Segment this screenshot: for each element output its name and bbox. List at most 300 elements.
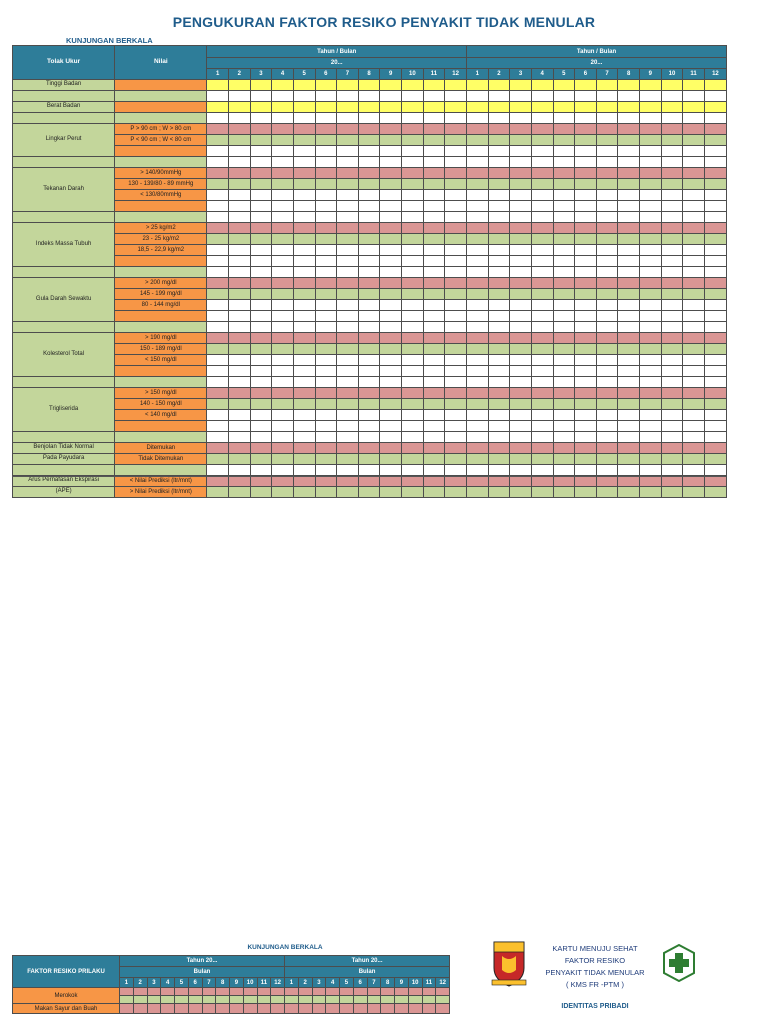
entry-cell[interactable]	[618, 333, 640, 344]
entry-cell[interactable]	[358, 333, 380, 344]
entry-cell[interactable]	[358, 179, 380, 190]
entry-cell[interactable]	[272, 300, 294, 311]
entry-cell[interactable]	[293, 157, 315, 168]
entry-cell[interactable]	[272, 366, 294, 377]
entry-cell[interactable]	[250, 465, 272, 476]
entry-cell[interactable]	[704, 388, 726, 399]
entry-cell[interactable]	[207, 179, 229, 190]
entry-cell[interactable]	[202, 988, 216, 996]
entry-cell[interactable]	[618, 344, 640, 355]
entry-cell[interactable]	[358, 124, 380, 135]
entry-cell[interactable]	[661, 168, 683, 179]
entry-cell[interactable]	[445, 377, 467, 388]
entry-cell[interactable]	[618, 190, 640, 201]
entry-cell[interactable]	[661, 300, 683, 311]
entry-cell[interactable]	[293, 366, 315, 377]
entry-cell[interactable]	[467, 234, 489, 245]
entry-cell[interactable]	[312, 1004, 326, 1014]
entry-cell[interactable]	[380, 300, 402, 311]
entry-cell[interactable]	[661, 91, 683, 102]
entry-cell[interactable]	[293, 377, 315, 388]
entry-cell[interactable]	[285, 1004, 299, 1014]
entry-cell[interactable]	[618, 399, 640, 410]
entry-cell[interactable]	[315, 388, 337, 399]
entry-cell[interactable]	[683, 190, 705, 201]
entry-cell[interactable]	[661, 212, 683, 223]
entry-cell[interactable]	[661, 443, 683, 454]
entry-cell[interactable]	[553, 410, 575, 421]
entry-cell[interactable]	[175, 996, 189, 1004]
entry-cell[interactable]	[467, 245, 489, 256]
entry-cell[interactable]	[531, 322, 553, 333]
entry-cell[interactable]	[230, 988, 244, 996]
entry-cell[interactable]	[293, 465, 315, 476]
entry-cell[interactable]	[683, 223, 705, 234]
entry-cell[interactable]	[683, 102, 705, 113]
entry-cell[interactable]	[640, 476, 662, 487]
entry-cell[interactable]	[640, 344, 662, 355]
entry-cell[interactable]	[271, 996, 285, 1004]
entry-cell[interactable]	[250, 256, 272, 267]
entry-cell[interactable]	[358, 113, 380, 124]
entry-cell[interactable]	[207, 377, 229, 388]
entry-cell[interactable]	[257, 996, 271, 1004]
entry-cell[interactable]	[683, 157, 705, 168]
entry-cell[interactable]	[445, 179, 467, 190]
entry-cell[interactable]	[402, 487, 424, 498]
entry-cell[interactable]	[402, 179, 424, 190]
entry-cell[interactable]	[704, 322, 726, 333]
entry-cell[interactable]	[367, 996, 381, 1004]
entry-cell[interactable]	[640, 135, 662, 146]
entry-cell[interactable]	[315, 267, 337, 278]
entry-cell[interactable]	[531, 201, 553, 212]
entry-cell[interactable]	[423, 223, 445, 234]
entry-cell[interactable]	[337, 113, 359, 124]
entry-cell[interactable]	[488, 410, 510, 421]
entry-cell[interactable]	[402, 212, 424, 223]
entry-cell[interactable]	[445, 223, 467, 234]
entry-cell[interactable]	[250, 267, 272, 278]
entry-cell[interactable]	[618, 80, 640, 91]
entry-cell[interactable]	[272, 113, 294, 124]
entry-cell[interactable]	[510, 454, 532, 465]
entry-cell[interactable]	[380, 212, 402, 223]
entry-cell[interactable]	[380, 311, 402, 322]
entry-cell[interactable]	[272, 432, 294, 443]
entry-cell[interactable]	[422, 988, 436, 996]
entry-cell[interactable]	[531, 190, 553, 201]
entry-cell[interactable]	[445, 102, 467, 113]
entry-cell[interactable]	[683, 454, 705, 465]
entry-cell[interactable]	[423, 344, 445, 355]
entry-cell[interactable]	[272, 311, 294, 322]
entry-cell[interactable]	[293, 223, 315, 234]
entry-cell[interactable]	[272, 289, 294, 300]
entry-cell[interactable]	[553, 212, 575, 223]
entry-cell[interactable]	[207, 454, 229, 465]
entry-cell[interactable]	[315, 454, 337, 465]
entry-cell[interactable]	[488, 476, 510, 487]
entry-cell[interactable]	[467, 399, 489, 410]
entry-cell[interactable]	[531, 146, 553, 157]
entry-cell[interactable]	[596, 124, 618, 135]
entry-cell[interactable]	[423, 267, 445, 278]
entry-cell[interactable]	[640, 124, 662, 135]
entry-cell[interactable]	[337, 355, 359, 366]
entry-cell[interactable]	[531, 80, 553, 91]
entry-cell[interactable]	[250, 179, 272, 190]
entry-cell[interactable]	[640, 201, 662, 212]
entry-cell[interactable]	[640, 113, 662, 124]
entry-cell[interactable]	[207, 212, 229, 223]
entry-cell[interactable]	[618, 168, 640, 179]
entry-cell[interactable]	[467, 124, 489, 135]
entry-cell[interactable]	[423, 366, 445, 377]
entry-cell[interactable]	[402, 399, 424, 410]
entry-cell[interactable]	[596, 256, 618, 267]
entry-cell[interactable]	[402, 333, 424, 344]
entry-cell[interactable]	[423, 443, 445, 454]
entry-cell[interactable]	[596, 399, 618, 410]
entry-cell[interactable]	[661, 355, 683, 366]
entry-cell[interactable]	[337, 80, 359, 91]
entry-cell[interactable]	[531, 289, 553, 300]
entry-cell[interactable]	[380, 388, 402, 399]
entry-cell[interactable]	[704, 289, 726, 300]
entry-cell[interactable]	[315, 168, 337, 179]
entry-cell[interactable]	[423, 289, 445, 300]
entry-cell[interactable]	[337, 421, 359, 432]
entry-cell[interactable]	[596, 80, 618, 91]
entry-cell[interactable]	[293, 344, 315, 355]
entry-cell[interactable]	[207, 443, 229, 454]
entry-cell[interactable]	[250, 344, 272, 355]
entry-cell[interactable]	[402, 124, 424, 135]
entry-cell[interactable]	[229, 157, 251, 168]
entry-cell[interactable]	[337, 487, 359, 498]
entry-cell[interactable]	[207, 311, 229, 322]
entry-cell[interactable]	[272, 388, 294, 399]
entry-cell[interactable]	[661, 322, 683, 333]
entry-cell[interactable]	[243, 1004, 257, 1014]
entry-cell[interactable]	[402, 388, 424, 399]
entry-cell[interactable]	[531, 410, 553, 421]
entry-cell[interactable]	[358, 476, 380, 487]
entry-cell[interactable]	[553, 146, 575, 157]
entry-cell[interactable]	[510, 212, 532, 223]
entry-cell[interactable]	[380, 410, 402, 421]
entry-cell[interactable]	[207, 146, 229, 157]
entry-cell[interactable]	[575, 201, 597, 212]
entry-cell[interactable]	[293, 267, 315, 278]
entry-cell[interactable]	[467, 179, 489, 190]
entry-cell[interactable]	[531, 157, 553, 168]
entry-cell[interactable]	[467, 80, 489, 91]
entry-cell[interactable]	[423, 399, 445, 410]
entry-cell[interactable]	[272, 234, 294, 245]
entry-cell[interactable]	[488, 267, 510, 278]
entry-cell[interactable]	[618, 256, 640, 267]
entry-cell[interactable]	[510, 168, 532, 179]
entry-cell[interactable]	[704, 201, 726, 212]
entry-cell[interactable]	[293, 355, 315, 366]
entry-cell[interactable]	[402, 355, 424, 366]
entry-cell[interactable]	[704, 80, 726, 91]
entry-cell[interactable]	[640, 256, 662, 267]
entry-cell[interactable]	[704, 234, 726, 245]
entry-cell[interactable]	[575, 212, 597, 223]
entry-cell[interactable]	[467, 377, 489, 388]
entry-cell[interactable]	[293, 113, 315, 124]
entry-cell[interactable]	[337, 212, 359, 223]
entry-cell[interactable]	[661, 289, 683, 300]
entry-cell[interactable]	[575, 377, 597, 388]
entry-cell[interactable]	[640, 377, 662, 388]
entry-cell[interactable]	[272, 476, 294, 487]
entry-cell[interactable]	[618, 410, 640, 421]
entry-cell[interactable]	[553, 487, 575, 498]
entry-cell[interactable]	[358, 245, 380, 256]
entry-cell[interactable]	[423, 300, 445, 311]
entry-cell[interactable]	[704, 113, 726, 124]
entry-cell[interactable]	[120, 1004, 134, 1014]
entry-cell[interactable]	[257, 1004, 271, 1014]
entry-cell[interactable]	[661, 399, 683, 410]
entry-cell[interactable]	[445, 234, 467, 245]
entry-cell[interactable]	[408, 1004, 422, 1014]
entry-cell[interactable]	[618, 234, 640, 245]
entry-cell[interactable]	[640, 80, 662, 91]
entry-cell[interactable]	[661, 245, 683, 256]
entry-cell[interactable]	[250, 168, 272, 179]
entry-cell[interactable]	[467, 146, 489, 157]
entry-cell[interactable]	[337, 256, 359, 267]
entry-cell[interactable]	[207, 465, 229, 476]
entry-cell[interactable]	[553, 432, 575, 443]
entry-cell[interactable]	[272, 245, 294, 256]
entry-cell[interactable]	[467, 366, 489, 377]
entry-cell[interactable]	[467, 102, 489, 113]
entry-cell[interactable]	[337, 146, 359, 157]
entry-cell[interactable]	[467, 91, 489, 102]
entry-cell[interactable]	[553, 91, 575, 102]
entry-cell[interactable]	[661, 80, 683, 91]
entry-cell[interactable]	[510, 91, 532, 102]
entry-cell[interactable]	[575, 399, 597, 410]
entry-cell[interactable]	[358, 91, 380, 102]
entry-cell[interactable]	[207, 91, 229, 102]
entry-cell[interactable]	[229, 487, 251, 498]
entry-cell[interactable]	[250, 223, 272, 234]
entry-cell[interactable]	[402, 190, 424, 201]
entry-cell[interactable]	[445, 465, 467, 476]
entry-cell[interactable]	[553, 300, 575, 311]
entry-cell[interactable]	[704, 421, 726, 432]
entry-cell[interactable]	[229, 190, 251, 201]
entry-cell[interactable]	[488, 278, 510, 289]
entry-cell[interactable]	[423, 124, 445, 135]
entry-cell[interactable]	[229, 267, 251, 278]
entry-cell[interactable]	[510, 289, 532, 300]
entry-cell[interactable]	[207, 476, 229, 487]
entry-cell[interactable]	[683, 399, 705, 410]
entry-cell[interactable]	[229, 322, 251, 333]
entry-cell[interactable]	[207, 421, 229, 432]
entry-cell[interactable]	[488, 289, 510, 300]
entry-cell[interactable]	[402, 245, 424, 256]
entry-cell[interactable]	[661, 421, 683, 432]
entry-cell[interactable]	[298, 988, 312, 996]
entry-cell[interactable]	[229, 135, 251, 146]
entry-cell[interactable]	[575, 80, 597, 91]
entry-cell[interactable]	[661, 267, 683, 278]
entry-cell[interactable]	[402, 410, 424, 421]
entry-cell[interactable]	[315, 410, 337, 421]
entry-cell[interactable]	[531, 267, 553, 278]
entry-cell[interactable]	[553, 454, 575, 465]
entry-cell[interactable]	[510, 333, 532, 344]
entry-cell[interactable]	[467, 443, 489, 454]
entry-cell[interactable]	[337, 300, 359, 311]
entry-cell[interactable]	[445, 300, 467, 311]
entry-cell[interactable]	[531, 212, 553, 223]
entry-cell[interactable]	[531, 388, 553, 399]
entry-cell[interactable]	[596, 344, 618, 355]
entry-cell[interactable]	[445, 399, 467, 410]
entry-cell[interactable]	[531, 223, 553, 234]
entry-cell[interactable]	[445, 201, 467, 212]
entry-cell[interactable]	[229, 201, 251, 212]
entry-cell[interactable]	[285, 996, 299, 1004]
entry-cell[interactable]	[272, 421, 294, 432]
entry-cell[interactable]	[683, 91, 705, 102]
entry-cell[interactable]	[202, 1004, 216, 1014]
entry-cell[interactable]	[229, 355, 251, 366]
entry-cell[interactable]	[683, 146, 705, 157]
entry-cell[interactable]	[704, 366, 726, 377]
entry-cell[interactable]	[640, 443, 662, 454]
entry-cell[interactable]	[575, 168, 597, 179]
entry-cell[interactable]	[402, 300, 424, 311]
entry-cell[interactable]	[488, 102, 510, 113]
entry-cell[interactable]	[661, 344, 683, 355]
entry-cell[interactable]	[380, 278, 402, 289]
entry-cell[interactable]	[250, 124, 272, 135]
entry-cell[interactable]	[358, 168, 380, 179]
entry-cell[interactable]	[207, 102, 229, 113]
entry-cell[interactable]	[315, 146, 337, 157]
entry-cell[interactable]	[250, 355, 272, 366]
entry-cell[interactable]	[380, 465, 402, 476]
entry-cell[interactable]	[402, 91, 424, 102]
entry-cell[interactable]	[618, 487, 640, 498]
entry-cell[interactable]	[257, 988, 271, 996]
entry-cell[interactable]	[683, 443, 705, 454]
entry-cell[interactable]	[553, 80, 575, 91]
entry-cell[interactable]	[207, 410, 229, 421]
entry-cell[interactable]	[337, 322, 359, 333]
entry-cell[interactable]	[272, 399, 294, 410]
entry-cell[interactable]	[575, 146, 597, 157]
entry-cell[interactable]	[596, 157, 618, 168]
entry-cell[interactable]	[175, 1004, 189, 1014]
entry-cell[interactable]	[510, 487, 532, 498]
entry-cell[interactable]	[207, 278, 229, 289]
entry-cell[interactable]	[337, 465, 359, 476]
entry-cell[interactable]	[661, 102, 683, 113]
entry-cell[interactable]	[531, 476, 553, 487]
entry-cell[interactable]	[553, 421, 575, 432]
entry-cell[interactable]	[640, 146, 662, 157]
entry-cell[interactable]	[575, 410, 597, 421]
entry-cell[interactable]	[315, 487, 337, 498]
entry-cell[interactable]	[272, 355, 294, 366]
entry-cell[interactable]	[326, 988, 340, 996]
entry-cell[interactable]	[553, 102, 575, 113]
entry-cell[interactable]	[293, 443, 315, 454]
entry-cell[interactable]	[293, 487, 315, 498]
entry-cell[interactable]	[293, 410, 315, 421]
entry-cell[interactable]	[596, 322, 618, 333]
entry-cell[interactable]	[575, 322, 597, 333]
entry-cell[interactable]	[229, 432, 251, 443]
entry-cell[interactable]	[229, 465, 251, 476]
entry-cell[interactable]	[207, 124, 229, 135]
entry-cell[interactable]	[229, 179, 251, 190]
entry-cell[interactable]	[488, 212, 510, 223]
entry-cell[interactable]	[423, 333, 445, 344]
entry-cell[interactable]	[704, 91, 726, 102]
entry-cell[interactable]	[423, 465, 445, 476]
entry-cell[interactable]	[553, 476, 575, 487]
entry-cell[interactable]	[380, 267, 402, 278]
entry-cell[interactable]	[402, 168, 424, 179]
entry-cell[interactable]	[683, 465, 705, 476]
entry-cell[interactable]	[216, 1004, 230, 1014]
entry-cell[interactable]	[640, 388, 662, 399]
entry-cell[interactable]	[315, 278, 337, 289]
entry-cell[interactable]	[272, 267, 294, 278]
entry-cell[interactable]	[229, 223, 251, 234]
entry-cell[interactable]	[661, 201, 683, 212]
entry-cell[interactable]	[315, 366, 337, 377]
entry-cell[interactable]	[229, 102, 251, 113]
entry-cell[interactable]	[661, 256, 683, 267]
entry-cell[interactable]	[207, 487, 229, 498]
entry-cell[interactable]	[358, 311, 380, 322]
entry-cell[interactable]	[488, 377, 510, 388]
entry-cell[interactable]	[250, 366, 272, 377]
entry-cell[interactable]	[315, 245, 337, 256]
entry-cell[interactable]	[272, 410, 294, 421]
entry-cell[interactable]	[358, 410, 380, 421]
entry-cell[interactable]	[553, 333, 575, 344]
entry-cell[interactable]	[315, 289, 337, 300]
entry-cell[interactable]	[337, 289, 359, 300]
entry-cell[interactable]	[640, 234, 662, 245]
entry-cell[interactable]	[683, 201, 705, 212]
entry-cell[interactable]	[423, 179, 445, 190]
entry-cell[interactable]	[229, 245, 251, 256]
entry-cell[interactable]	[402, 377, 424, 388]
entry-cell[interactable]	[207, 300, 229, 311]
entry-cell[interactable]	[510, 278, 532, 289]
entry-cell[interactable]	[661, 223, 683, 234]
entry-cell[interactable]	[207, 399, 229, 410]
entry-cell[interactable]	[488, 256, 510, 267]
entry-cell[interactable]	[230, 996, 244, 1004]
